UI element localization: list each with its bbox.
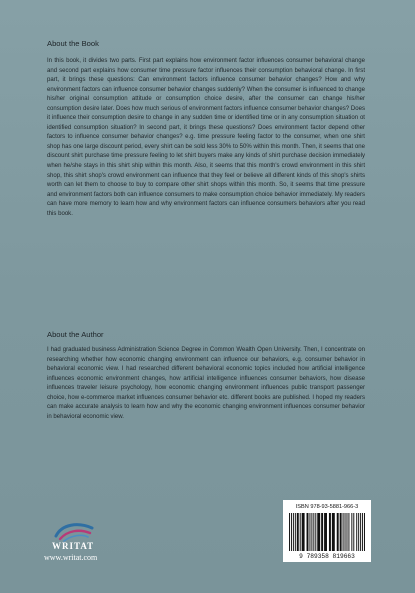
barcode-bar bbox=[291, 513, 292, 551]
barcode-bar bbox=[346, 513, 347, 551]
publisher-url: www.writat.com bbox=[44, 553, 98, 562]
barcode-bar bbox=[345, 513, 346, 551]
barcode-bar bbox=[332, 513, 335, 551]
barcode-bar bbox=[364, 513, 365, 551]
barcode-bar bbox=[317, 513, 320, 551]
barcode-bar bbox=[362, 513, 363, 551]
isbn-label: ISBN 978-93-5881-966-3 bbox=[295, 504, 359, 510]
barcode-bar bbox=[311, 513, 312, 551]
about-author-text: I had graduated business Administration Science Degree in Common Wealth Open University. Then, I concentrate on researching whether how economic changing environment can influence our behaviors, e.g. consumer behavior in behavioral economic view. I had researched different behavioral economic topics included how artificial intelligence influences economic environment changes, how artificial intelligence influences consumer behaviors, how disease influences traveler leisure psychology, how economic changing environment influences public transport passenger choice, how e-commerce market influences consumer behavior etc. different books are published. I hoped my readers can make accurate analysis to learn how and why the economic changing environment influences consumer behavior in behavioral economic view. bbox=[47, 347, 365, 420]
barcode-bar bbox=[309, 513, 310, 551]
barcode-bar bbox=[343, 513, 344, 551]
barcode-bar bbox=[353, 513, 354, 551]
barcode-bar bbox=[340, 513, 342, 551]
barcode-bar bbox=[293, 513, 294, 551]
isbn-barcode bbox=[283, 500, 371, 562]
barcode-bar bbox=[360, 513, 361, 551]
publisher-name: WRITAT bbox=[52, 541, 95, 551]
writat-swirl-logo-icon bbox=[52, 520, 98, 542]
barcode-bar bbox=[348, 513, 349, 551]
barcode-bar bbox=[307, 513, 309, 551]
barcode-bars bbox=[289, 513, 365, 553]
barcode-bar bbox=[324, 513, 327, 551]
barcode-bar bbox=[358, 513, 359, 551]
barcode-bar bbox=[351, 513, 352, 551]
barcode-bar bbox=[289, 513, 290, 551]
barcode-bar bbox=[329, 513, 331, 551]
barcode-bar bbox=[313, 513, 314, 551]
barcode-bar bbox=[321, 513, 323, 551]
barcode-number: 9 789358 819663 bbox=[299, 553, 355, 560]
barcode-bar bbox=[302, 513, 305, 551]
barcode-bar bbox=[295, 513, 296, 551]
about-author-heading: About the Author bbox=[47, 330, 104, 339]
barcode-bar bbox=[300, 513, 301, 551]
about-book-heading: About the Book bbox=[47, 39, 99, 48]
barcode-bar bbox=[315, 513, 316, 551]
barcode-bar bbox=[337, 513, 339, 551]
barcode-bar bbox=[297, 513, 299, 551]
barcode-bar bbox=[356, 513, 357, 551]
about-book-text: In this book, it divides two parts. First part explains how environment factor influences consumer behavioral change and second part explains how consumer time pressure factor influences their consumption behavioral change. In first part, it brings these questions: Can environment factors influence consumer behavior changes? How and why environment factors can influence consumer behavior changes suddenly? When the consumer is influenced to change his/her original consumption attitude or consumption choice desire, after the consumer can change his/her consumption desire later. Does how much serious of environment factors influence consumer behavior changes? Does it influence their consumption desire to change in any sudden time or identified time or in any consumption situation ot identified consumption situation? In second part, it brings these questions? Does environment factor depend other factors to influence consumer behavior changes? e.g. time pressure feeling factor to the consumer, when one shirt shop has one large discount period, every shirt can be sold less 30% to 50% within this month. Then, it seems that one discount shirt purchase time pressure feeling to let shirt buyers make any kinds of shirt purchase decision immediately when he/she stays in this shirt ship within this month. Also, it seems that this month's crowd environment in this shirt shop, this shirt shop's crowd environment can influence that they feel or believe all different kinds of this shop's shirts worth can let them to choose to buy to compare other shirt shops within this month. So, it seems that time pressure and environment factors both can influence consumers to make consumption choice behavior immediately. My readers can have more memory to learn how and why environment factors can influence consumers behaviors after you read this book. bbox=[47, 58, 365, 217]
